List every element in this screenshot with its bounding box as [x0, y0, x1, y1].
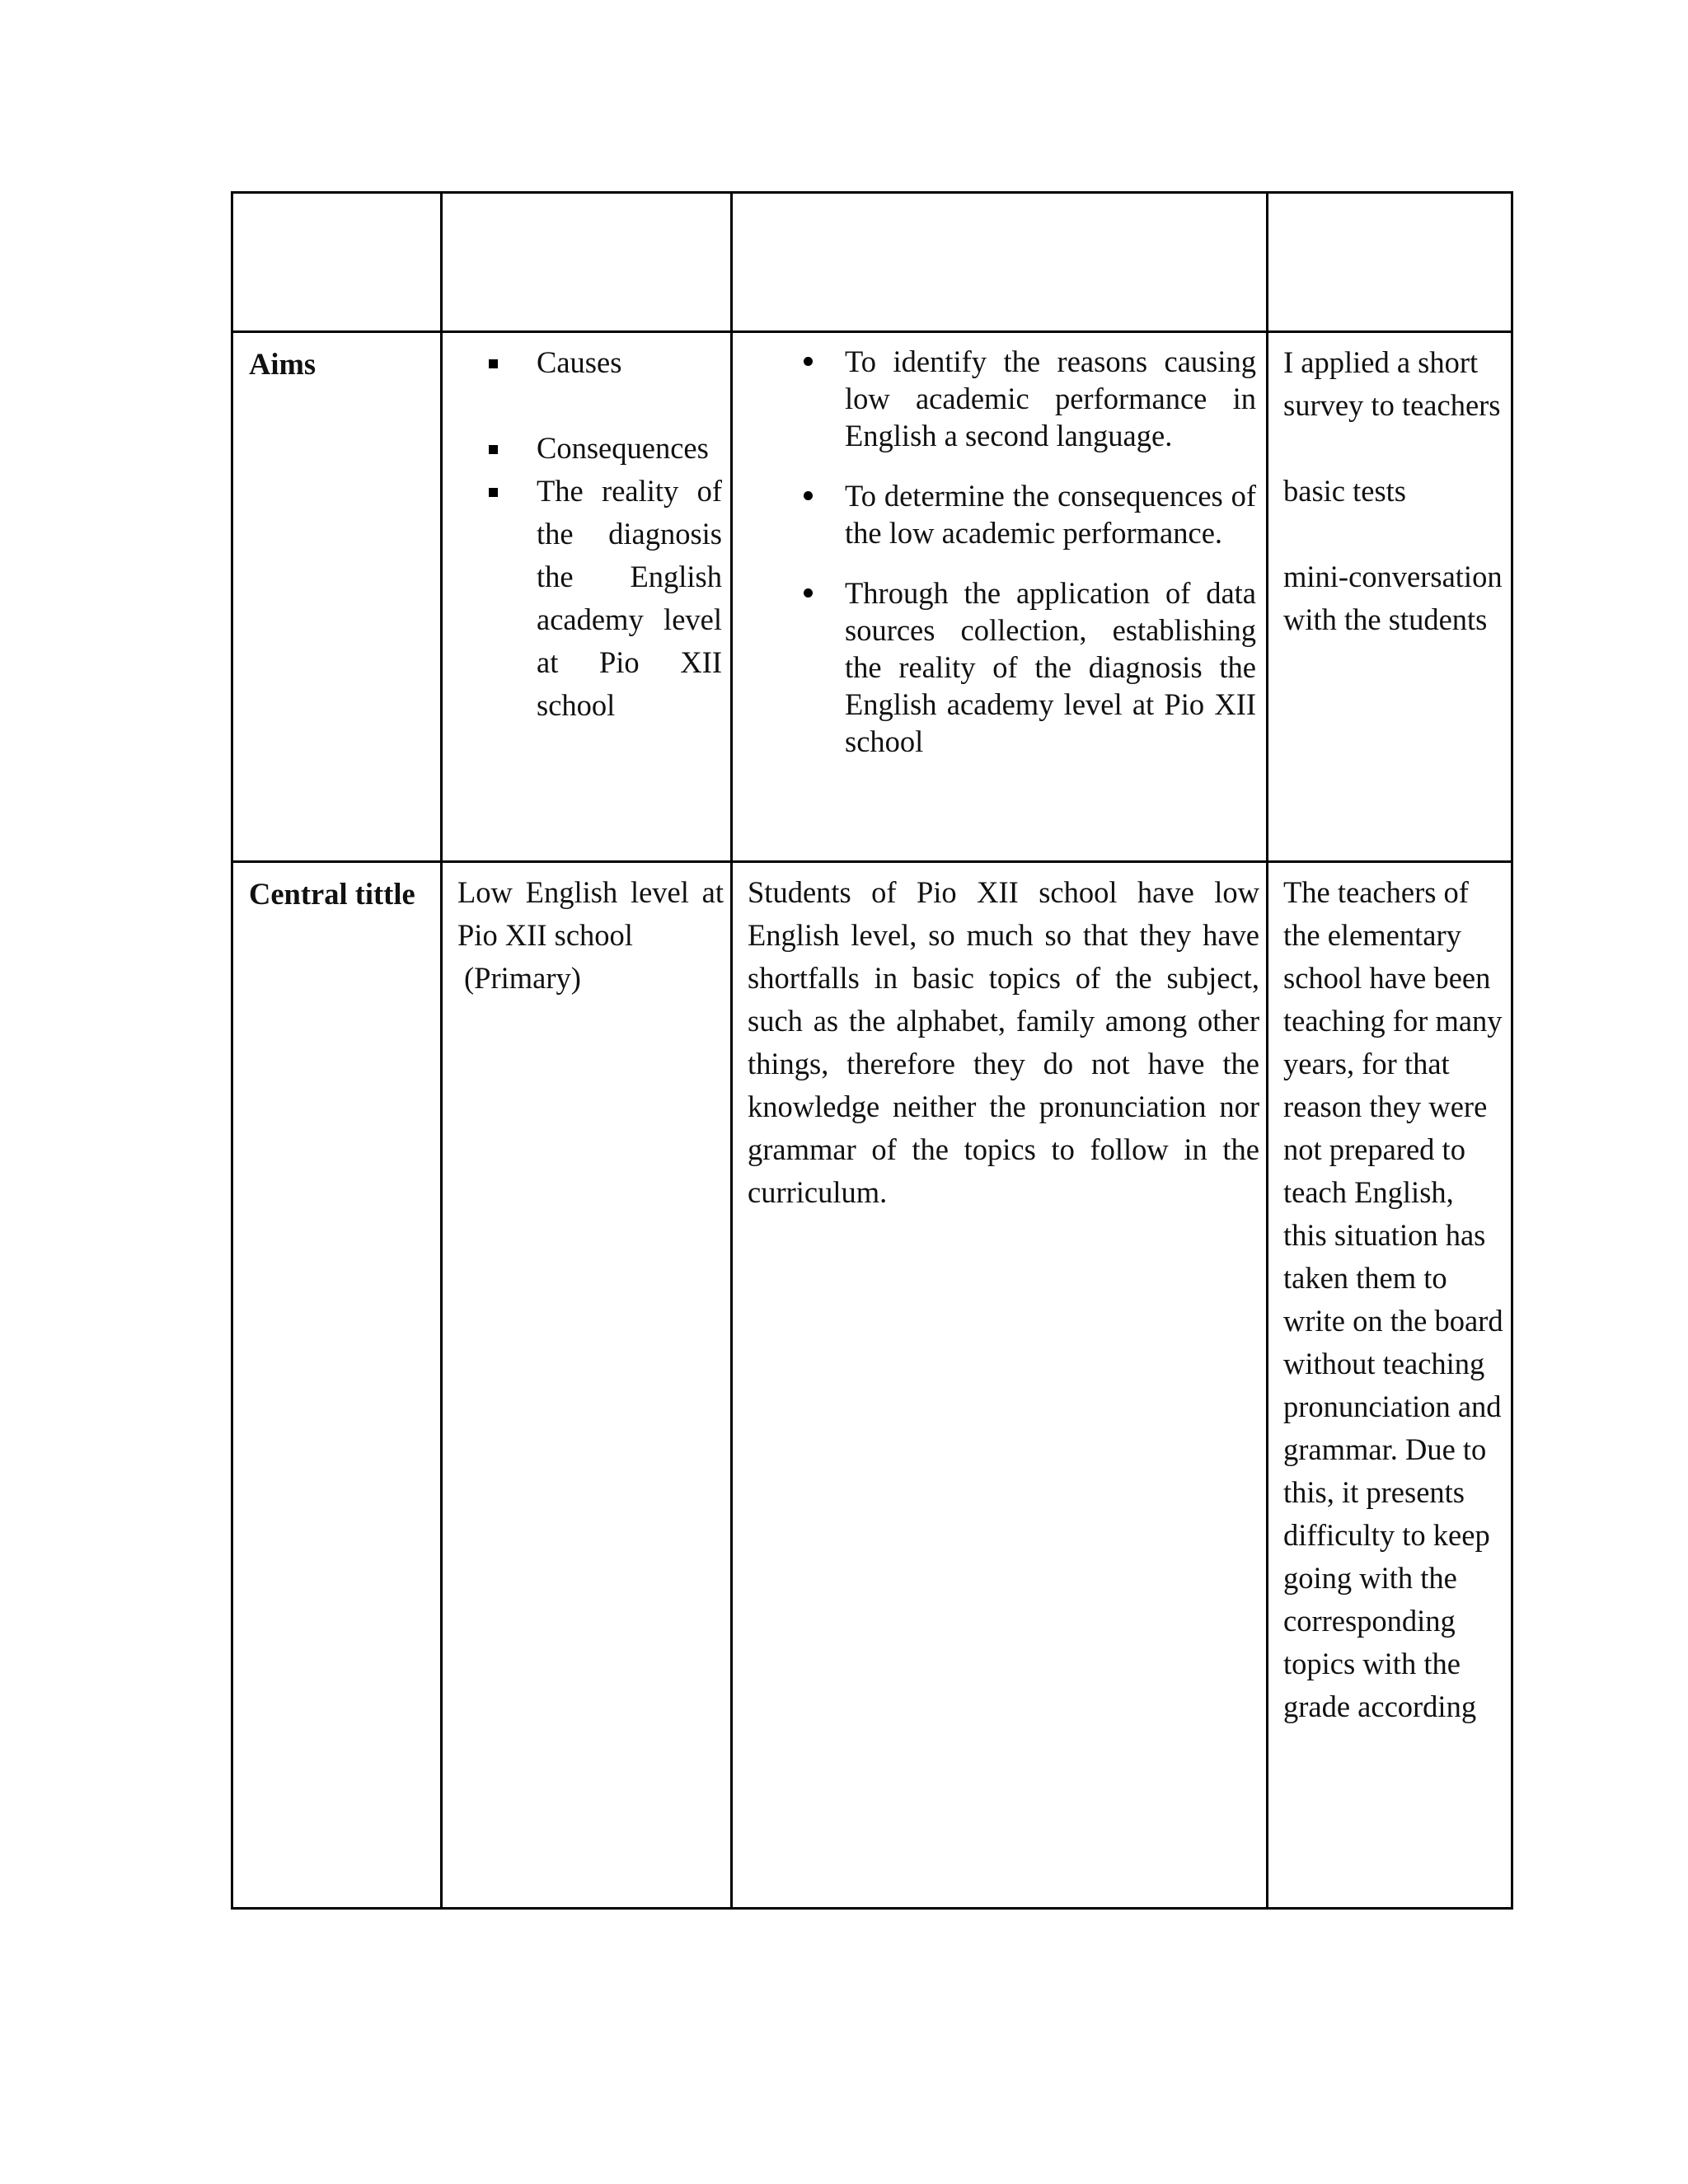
- central-description-text: Students of Pio XII school have low English level, so much so that they have shortfalls in basic topics of the subject, such as the alphabet, family among other things, therefore they do not have the knowledge neither the pronunciation nor grammar of the topics to follow in the curriculum.: [748, 875, 1259, 1209]
- list-item: To identify the reasons causing low academic performance in English a second language.: [733, 343, 1266, 454]
- central-title-cell: [442, 862, 732, 1909]
- empty-cell: [442, 193, 732, 332]
- aims-objectives-list: [733, 343, 1266, 760]
- aims-instruments-cell: [1268, 332, 1512, 862]
- table-row-aims: [232, 332, 1512, 862]
- instrument-survey: I applied a short survey to teachers: [1283, 345, 1501, 422]
- list-item: Through the application of data sources collection, establishing the reality of the diagnosis the English academy level at Pio XII school: [733, 574, 1266, 760]
- planning-table: [231, 191, 1513, 1910]
- aims-topics-list: [443, 341, 730, 727]
- empty-cell: [232, 193, 442, 332]
- aims-topics-cell: [442, 332, 732, 862]
- table-row-central: [232, 862, 1512, 1909]
- central-context-text: The teachers of the elementary school have been teaching for many years, for that reason they were not prepared to teach English, this situation has taken them to write on the board without teaching pronunciation and grammar. Due to this, it presents difficulty to keep going with the corresponding topics with the grade according: [1283, 875, 1503, 1723]
- list-item: The reality of the diagnosis the English academy level at Pio XII school: [443, 470, 730, 727]
- aims-objectives-cell: [732, 332, 1268, 862]
- empty-cell: [1268, 193, 1512, 332]
- row-label-aims: Aims: [232, 332, 442, 862]
- list-item: Consequences: [443, 427, 730, 470]
- list-item: Causes: [443, 341, 730, 384]
- table-row-empty: [232, 193, 1512, 332]
- central-context-cell: [1268, 862, 1512, 1909]
- instrument-conversation: mini-conversation with the students: [1283, 560, 1503, 636]
- central-title-text: Low English level at Pio XII school: [457, 875, 724, 952]
- central-title-subtext: (Primary): [464, 961, 581, 995]
- row-label-central: Central tittle: [232, 862, 442, 1909]
- instrument-tests: basic tests: [1283, 474, 1407, 508]
- list-item: To determine the consequences of the low academic performance.: [733, 477, 1266, 551]
- empty-cell: [732, 193, 1268, 332]
- central-description-cell: [732, 862, 1268, 1909]
